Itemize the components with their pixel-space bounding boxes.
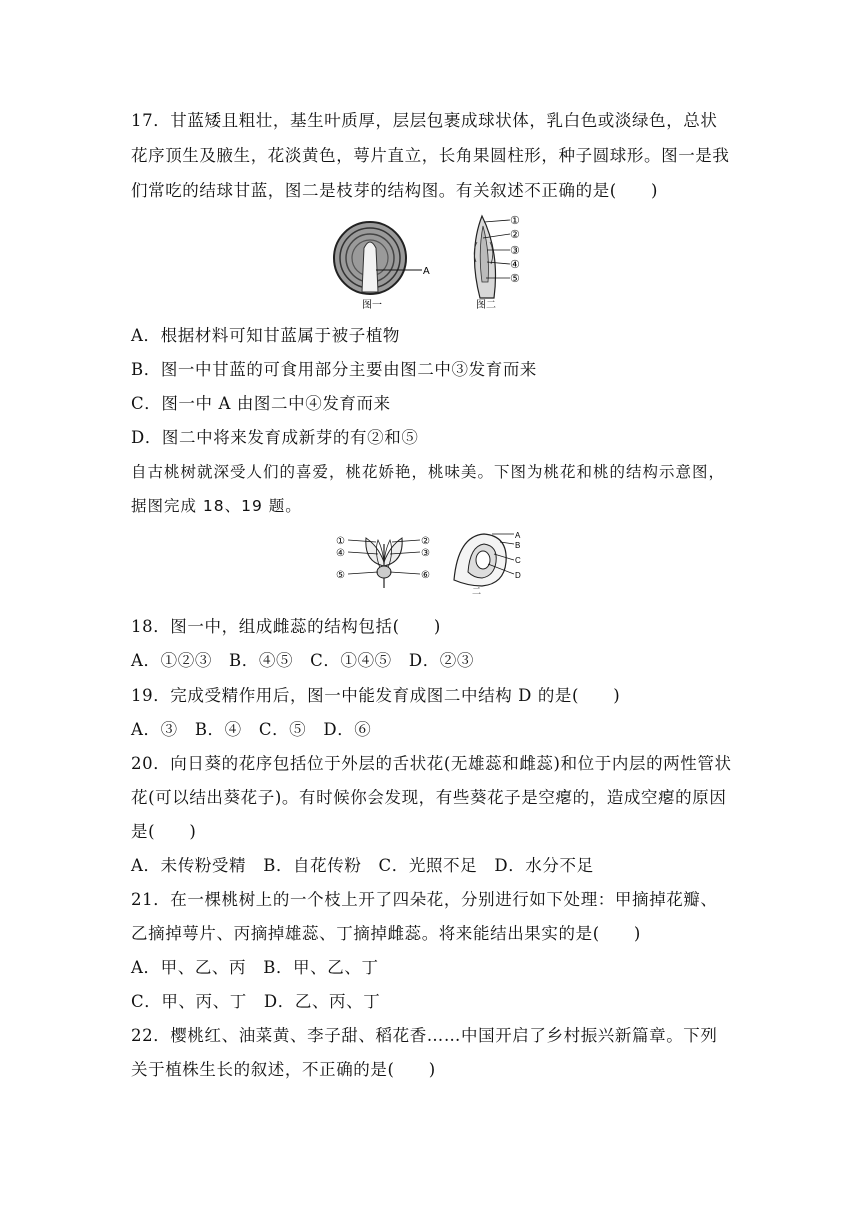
fruit-letter-c: C [515, 556, 521, 565]
q17-stem-line-1: 17．甘蓝矮且粗壮，基生叶质厚，层层包裹成球状体，乳白色或淡绿色，总状 [131, 111, 718, 130]
q21-options-2: C．甲、丙、丁 D．乙、丙、丁 [131, 992, 381, 1011]
flower-mark-4: ④ [336, 548, 345, 559]
peach-fruit-diagram [454, 534, 514, 586]
q17-option-d: D．图二中将来发育成新芽的有②和⑤ [131, 428, 419, 447]
q18-options: A．①②③ B．④⑤ C．①④⑤ D．②③ [131, 651, 474, 670]
bud-mark-5: ⑤ [510, 273, 520, 285]
figure-1-caption: 图一 [362, 300, 382, 311]
cabbage-letter-a: A [423, 266, 430, 277]
peach-intro-line-1: 自古桃树就深受人们的喜爱，桃花娇艳，桃味美。下图为桃花和桃的结构示意图， [131, 463, 726, 481]
peach-fruit-figure [448, 528, 528, 594]
branch-bud-structure [474, 216, 510, 298]
q19-options: A．③ B．④ C．⑤ D．⑥ [131, 720, 372, 739]
bud-mark-1: ① [510, 215, 520, 227]
bud-mark-2: ② [510, 229, 520, 241]
q20-options: A．未传粉受精 B．自花传粉 C．光照不足 D．水分不足 [131, 856, 594, 875]
q21-stem-line-2: 乙摘掉萼片、丙摘掉雄蕊、丁摘掉雌蕊。将来能结出果实的是( ) [131, 924, 641, 943]
flower-mark-3: ③ [421, 548, 430, 559]
q20-stem-line-2: 花(可以结出葵花子)。有时候你会发现，有些葵花子是空瘪的，造成空瘪的原因 [131, 788, 727, 807]
cabbage-cross-section [334, 222, 422, 294]
q17-option-b: B．图一中甘蓝的可食用部分主要由图二中③发育而来 [131, 360, 538, 379]
bud-mark-4: ④ [510, 259, 520, 271]
cabbage-figure [330, 218, 440, 312]
q17-option-c: C．图一中 A 由图二中④发育而来 [131, 394, 391, 413]
q20-stem-line-1: 20．向日葵的花序包括位于外层的舌状花(无雄蕊和雌蕊)和位于内层的两性管状 [131, 754, 732, 773]
fruit-letter-b: B [515, 541, 521, 550]
flower-mark-1: ① [336, 536, 345, 547]
q18-stem: 18．图一中，组成雌蕊的结构包括( ) [131, 617, 441, 636]
fruit-letter-a: A [515, 531, 521, 540]
q22-stem-line-2: 关于植株生长的叙述，不正确的是( ) [131, 1060, 436, 1079]
q17-option-a: A．根据材料可知甘蓝属于被子植物 [131, 326, 401, 345]
peach-intro-line-2: 据图完成 18、19 题。 [131, 497, 302, 515]
q22-stem-line-1: 22．樱桃红、油菜黄、李子甜、稻花香……中国开启了乡村振兴新篇章。下列 [131, 1026, 718, 1045]
q20-stem-line-3: 是( ) [131, 822, 197, 841]
fruit-caption: 二 [472, 586, 482, 594]
branch-bud-figure [460, 212, 540, 312]
q21-stem-line-1: 21．在一棵桃树上的一个枝上开了四朵花，分别进行如下处理：甲摘掉花瓣、 [131, 890, 718, 909]
q21-options-1: A．甲、乙、丙 B．甲、乙、丁 [131, 958, 379, 977]
fruit-letter-d: D [515, 571, 521, 580]
q19-stem: 19．完成受精作用后，图一中能发育成图二中结构 D 的是( ) [131, 686, 621, 705]
bud-mark-3: ③ [510, 245, 520, 257]
peach-flower-figure [334, 532, 434, 588]
flower-mark-2: ② [421, 536, 430, 547]
q17-stem-line-3: 们常吃的结球甘蓝，图二是枝芽的结构图。有关叙述不正确的是( ) [131, 181, 659, 200]
peach-flower-diagram [348, 538, 420, 588]
q17-stem-line-2: 花序顶生及腋生，花淡黄色，萼片直立，长角果圆柱形，种子圆球形。图一是我 [131, 146, 730, 165]
figure-2-caption: 图二 [476, 300, 496, 311]
flower-mark-5: ⑤ [336, 570, 345, 581]
flower-mark-6: ⑥ [421, 570, 430, 581]
